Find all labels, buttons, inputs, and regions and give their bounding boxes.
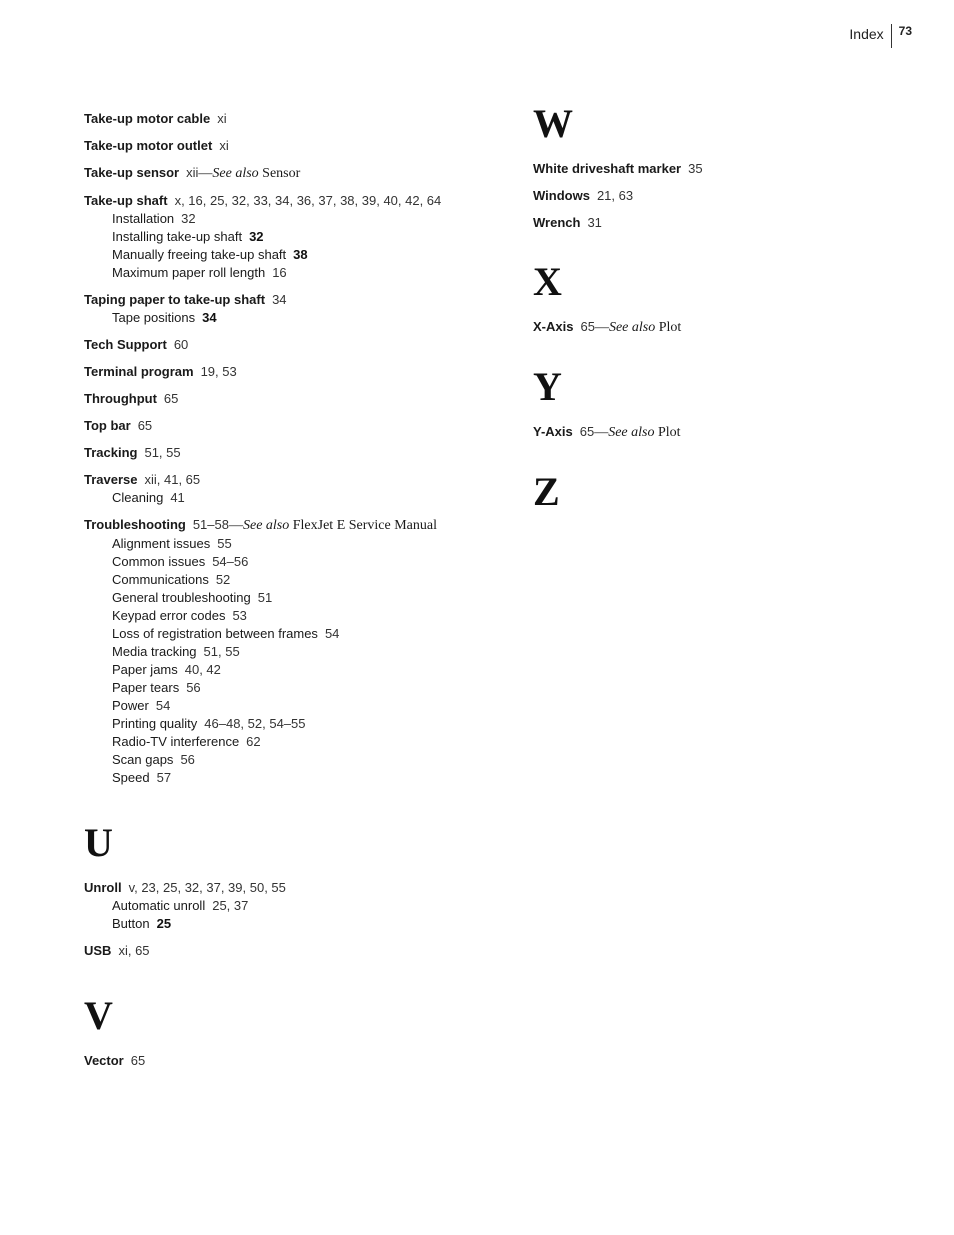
index-column-right [533,101,913,528]
index-subpages: 25, 37 [212,898,249,913]
index-subpages: 46–48, 52, 54–55 [204,716,306,731]
index-entry [84,363,514,381]
index-term: Vector [84,1053,124,1068]
index-subpages: 54 [324,626,340,641]
index-main-line [84,417,514,435]
section-title: Index [849,26,884,42]
index-subterm: Common issues [112,554,206,569]
index-entry [84,879,514,933]
index-pages: x, 16, 25, 32, 33, 34, 36, 37, 38, 39, 40, 42, 64 [174,193,442,208]
index-main-line [84,336,514,354]
index-subpages: 52 [215,572,231,587]
index-main-line [84,516,514,535]
index-subentry [84,246,514,264]
section-letter: X [533,259,562,304]
see-also-target: Plot [658,320,682,335]
index-subentry [84,733,514,751]
index-main-line [84,390,514,408]
index-entry [84,444,514,462]
index-pages: 65 [163,391,179,406]
index-pages: 65 [580,319,595,334]
see-also-dash: — [594,425,609,440]
index-main-line [84,291,514,309]
see-also-dash: — [594,320,609,335]
index-subentry [84,769,514,787]
index-term: Tech Support [84,337,167,352]
index-subpages: 53 [232,608,247,623]
index-main-line [84,471,514,489]
index-entry [533,187,913,205]
see-also-reference [229,518,437,533]
index-subentry [84,625,514,643]
index-entry [84,164,514,183]
index-term: Taping paper to take-up shaft [84,292,266,307]
index-entry [533,318,913,337]
index-subentry [84,915,514,933]
letter-group-v [84,993,514,1070]
index-pages: 34 [272,292,287,307]
index-subpages: 41 [170,490,185,505]
index-subpages: 51, 55 [203,644,240,659]
index-term: Unroll [84,880,122,895]
index-subentry [84,697,514,715]
index-pages: 35 [688,161,703,176]
running-header [849,24,912,50]
index-main-line [533,160,913,178]
index-term: Traverse [84,472,138,487]
index-subterm: Button [112,916,150,931]
index-entry [84,942,514,960]
index-term: Windows [533,188,590,203]
index-entries-t [84,110,514,787]
index-pages: 21, 63 [596,188,634,203]
index-subterm: General troubleshooting [112,590,251,605]
see-also-label: See also [608,425,655,440]
index-subpages: 40, 42 [184,662,221,677]
index-term: Tracking [84,445,138,460]
page-number: 73 [898,24,912,38]
index-pages: 51–58 [192,517,229,532]
index-entry [533,160,913,178]
index-term: Top bar [84,418,131,433]
index-term: Wrench [533,215,581,230]
index-subentry [84,897,514,915]
index-subterm: Paper tears [112,680,180,695]
index-term: White driveshaft marker [533,161,682,176]
see-also-reference [198,166,300,181]
index-subentry [84,607,514,625]
index-term: X-Axis [533,319,574,334]
index-main-line [84,137,514,155]
index-pages: xi [219,138,229,153]
index-term: Terminal program [84,364,194,379]
index-entry [84,417,514,435]
index-pages: 31 [587,215,602,230]
index-subpages: 62 [246,734,261,749]
index-subentry [84,210,514,228]
index-subterm: Tape positions [112,310,196,325]
see-also-dash: — [228,518,243,533]
index-term: Take-up sensor [84,165,180,180]
index-pages: xi [217,111,227,126]
index-groups-right [533,101,913,514]
index-entry [84,137,514,155]
index-pages: 19, 53 [200,364,237,379]
index-main-line [84,110,514,128]
see-also-target: Sensor [262,166,301,181]
index-entry [533,423,913,442]
see-also-reference [594,425,680,440]
section-letter: V [84,993,113,1038]
index-subpages: 56 [180,752,195,767]
index-subpages: 54 [155,698,171,713]
index-subterm: Installing take-up shaft [112,229,243,244]
section-letter: U [84,820,113,865]
index-pages: xii, 41, 65 [144,472,201,487]
index-main-line [84,444,514,462]
index-subentry [84,715,514,733]
index-subentry [84,309,514,327]
index-main-line [84,1052,514,1070]
see-also-reference [595,320,681,335]
index-entry [533,214,913,232]
index-main-line [84,192,514,210]
index-entry [84,1052,514,1070]
index-subterm: Loss of registration between frames [112,626,318,641]
index-main-line [533,423,913,442]
letter-group-x [533,259,913,337]
see-also-target: Plot [657,425,681,440]
letter-group-u [84,820,514,960]
index-entry [84,390,514,408]
index-subentry [84,751,514,769]
index-entry [84,336,514,354]
index-subterm: Paper jams [112,662,178,677]
section-letter: Y [533,364,562,409]
index-subterm: Maximum paper roll length [112,265,266,280]
index-subterm: Speed [112,770,150,785]
index-pages: xi, 65 [118,943,150,958]
index-subterm: Keypad error codes [112,608,226,623]
see-also-label: See also [242,518,290,533]
index-subterm: Printing quality [112,716,198,731]
letter-group-w [533,101,913,232]
index-subpages: 54–56 [212,554,249,569]
index-subentry [84,589,514,607]
index-subentry [84,643,514,661]
index-subpages: 25 [156,916,172,931]
index-subpages: 51 [257,590,273,605]
index-subpages: 55 [217,536,232,551]
index-subterm: Installation [112,211,175,226]
see-also-target: FlexJet E Service Manual [292,518,437,533]
see-also-label: See also [212,166,259,181]
index-pages: v, 23, 25, 32, 37, 39, 50, 55 [128,880,286,895]
index-main-line [533,318,913,337]
index-term: Take-up motor outlet [84,138,213,153]
index-subentry [84,264,514,282]
index-subterm: Radio-TV interference [112,734,240,749]
index-subterm: Media tracking [112,644,197,659]
index-subentry [84,489,514,507]
see-also-dash: — [198,166,213,181]
section-letter: W [533,101,573,146]
index-entry [84,110,514,128]
index-term: USB [84,943,112,958]
index-subentry [84,535,514,553]
index-pages: 60 [173,337,189,352]
index-pages: 51, 55 [144,445,181,460]
index-subpages: 32 [249,229,264,244]
index-main-line [84,164,514,183]
index-subentry [84,661,514,679]
index-subpages: 57 [156,770,172,785]
index-entry [84,471,514,507]
index-subterm: Automatic unroll [112,898,206,913]
index-subentry [84,679,514,697]
index-subpages: 16 [272,265,287,280]
index-groups-left [84,820,514,1070]
index-entry [84,516,514,787]
index-subterm: Cleaning [112,490,164,505]
index-main-line [533,187,913,205]
index-subpages: 56 [186,680,201,695]
index-pages: 65 [137,418,153,433]
index-subterm: Communications [112,572,209,587]
index-entry [84,291,514,327]
letter-group-y [533,364,913,442]
index-main-line [84,942,514,960]
index-subentry [84,571,514,589]
index-main-line [533,214,913,232]
index-subpages: 34 [202,310,217,325]
index-subterm: Alignment issues [112,536,211,551]
section-letter: Z [533,469,560,514]
index-term: Troubleshooting [84,517,186,532]
index-main-line [84,879,514,897]
index-subterm: Power [112,698,149,713]
index-subentry [84,228,514,246]
index-entry [84,192,514,282]
index-term: Y-Axis [533,424,573,439]
index-pages: 65 [130,1053,146,1068]
index-pages: 65 [579,424,595,439]
index-subterm: Manually freeing take-up shaft [112,247,287,262]
letter-group-z [533,469,913,514]
index-subpages: 32 [181,211,196,226]
index-subentry [84,553,514,571]
index-subterm: Scan gaps [112,752,174,767]
index-term: Take-up shaft [84,193,168,208]
index-pages: xii [186,165,199,180]
index-column-left [84,110,514,1079]
index-term: Take-up motor cable [84,111,211,126]
index-main-line [84,363,514,381]
see-also-label: See also [608,320,656,335]
index-term: Throughput [84,391,157,406]
index-subpages: 38 [293,247,308,262]
